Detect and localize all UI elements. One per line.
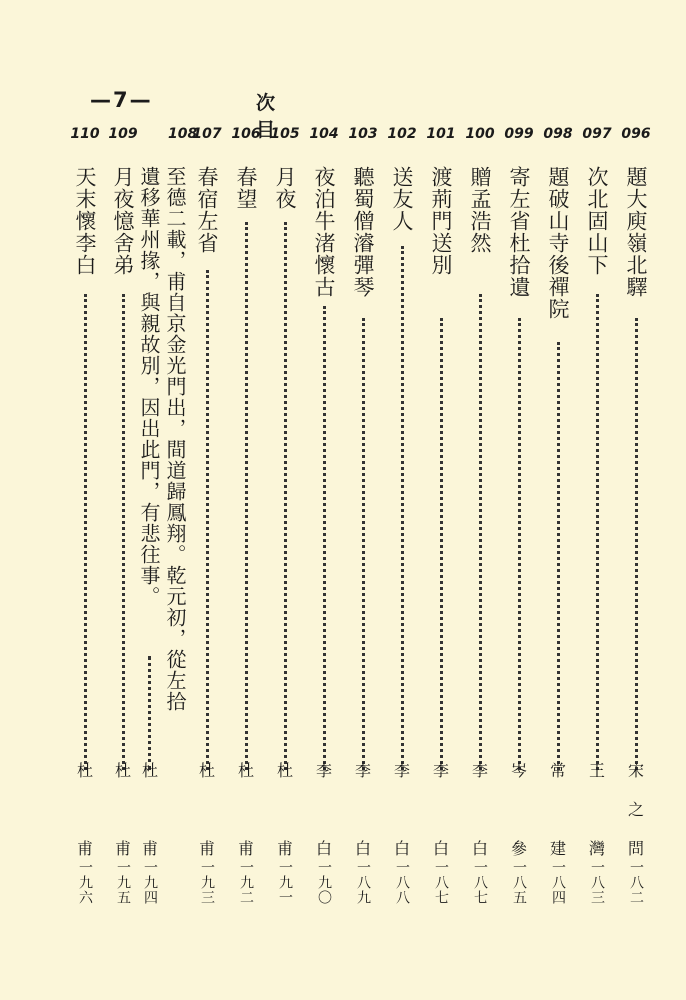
entry-title: 春望 bbox=[234, 166, 258, 210]
author-char: 甫 bbox=[276, 839, 293, 858]
entry-code: 101 bbox=[426, 126, 456, 142]
author-char: 岑 bbox=[510, 761, 527, 780]
entry-title: 寄左省杜拾遺 bbox=[507, 166, 531, 298]
entry-code: 107 bbox=[192, 126, 222, 142]
entry-title: 春宿左省 bbox=[195, 166, 219, 254]
author-char: 宋 bbox=[627, 761, 644, 780]
toc-entry bbox=[422, 0, 460, 1000]
toc-entry bbox=[227, 0, 265, 1000]
entry-code: 104 bbox=[309, 126, 339, 142]
author-char: 李 bbox=[354, 761, 371, 780]
dot-leader bbox=[148, 656, 151, 770]
author-char: 問 bbox=[627, 839, 644, 858]
entry-page: 一八三 bbox=[589, 860, 605, 905]
entry-code: 099 bbox=[504, 126, 534, 142]
section-title: 次 目 bbox=[256, 92, 314, 141]
entry-page: 一八九 bbox=[355, 860, 371, 905]
dot-leader bbox=[518, 318, 521, 770]
entry-author bbox=[271, 762, 299, 858]
entry-page: 一八七 bbox=[433, 860, 449, 905]
entry-author bbox=[232, 762, 260, 858]
entry-code: 098 bbox=[543, 126, 573, 142]
author-char: 白 bbox=[393, 839, 410, 858]
author-char: 參 bbox=[510, 839, 527, 858]
entry-title: 題大庾嶺北驛 bbox=[624, 166, 648, 298]
author-char: 杜 bbox=[276, 761, 293, 780]
entry-title: 聽蜀僧濬彈琴 bbox=[351, 166, 375, 298]
author-char: 杜 bbox=[76, 761, 93, 780]
entry-author bbox=[622, 762, 650, 858]
toc-entry bbox=[266, 0, 304, 1000]
entry-page: 一九四 bbox=[142, 860, 158, 905]
entry-code: 096 bbox=[621, 126, 651, 142]
entry-page: 一九二 bbox=[238, 860, 254, 905]
entry-code: 105 bbox=[270, 126, 300, 142]
toc-entry bbox=[500, 0, 538, 1000]
entry-author bbox=[466, 762, 494, 858]
toc-entry bbox=[461, 0, 499, 1000]
toc-entry bbox=[383, 0, 421, 1000]
entry-author bbox=[349, 762, 377, 858]
entry-title: 題破山寺後禪院 bbox=[546, 166, 570, 320]
author-char: 灣 bbox=[588, 839, 605, 858]
author-char: 建 bbox=[549, 839, 566, 858]
toc-entry bbox=[104, 0, 142, 1000]
dot-leader bbox=[401, 246, 404, 770]
dot-leader bbox=[284, 222, 287, 770]
entry-title: 送友人 bbox=[390, 166, 414, 232]
author-char: 甫 bbox=[198, 839, 215, 858]
toc-entry bbox=[305, 0, 343, 1000]
dot-leader bbox=[596, 294, 599, 770]
entry-page: 一九三 bbox=[199, 860, 215, 905]
entry-author bbox=[71, 762, 99, 858]
entry-author bbox=[427, 762, 455, 858]
toc-entry bbox=[578, 0, 616, 1000]
toc-entry bbox=[539, 0, 577, 1000]
entry-title: 贈孟浩然 bbox=[468, 166, 492, 254]
entry-author bbox=[388, 762, 416, 858]
dot-leader bbox=[635, 318, 638, 770]
entry-author bbox=[544, 762, 572, 858]
author-char: 白 bbox=[432, 839, 449, 858]
entry-code: 103 bbox=[348, 126, 378, 142]
entry-page: 一九〇 bbox=[316, 860, 332, 905]
entry-title: 渡荊門送別 bbox=[429, 166, 453, 276]
entry-page: 一八四 bbox=[550, 860, 566, 905]
author-char: 甫 bbox=[141, 839, 158, 858]
author-char: 李 bbox=[432, 761, 449, 780]
toc-entry bbox=[188, 0, 226, 1000]
author-char: 李 bbox=[315, 761, 332, 780]
entry-page: 一八二 bbox=[628, 860, 644, 905]
entry-author bbox=[505, 762, 533, 858]
toc-entry bbox=[66, 0, 104, 1000]
entry-code: 100 bbox=[465, 126, 495, 142]
entry-title-continuation: 遺移華州掾，與親故別，因出此門，有悲往事。 bbox=[137, 166, 161, 607]
entry-code: 102 bbox=[387, 126, 417, 142]
entry-author bbox=[109, 762, 137, 858]
author-char: 杜 bbox=[198, 761, 215, 780]
entry-author bbox=[310, 762, 338, 858]
author-char: 杜 bbox=[237, 761, 254, 780]
dot-leader bbox=[84, 294, 87, 770]
entry-author bbox=[193, 762, 221, 858]
toc-entry bbox=[344, 0, 382, 1000]
dot-leader bbox=[245, 222, 248, 770]
entry-code: 108 bbox=[168, 126, 198, 142]
entry-title: 次北固山下 bbox=[585, 166, 609, 276]
dot-leader bbox=[557, 342, 560, 770]
author-char: 王 bbox=[588, 761, 605, 780]
author-char: 杜 bbox=[114, 761, 131, 780]
author-char: 杜 bbox=[141, 761, 158, 780]
entry-code: 110 bbox=[70, 126, 100, 142]
page-folio: —7— bbox=[90, 88, 153, 112]
dot-leader bbox=[440, 318, 443, 770]
author-char: 甫 bbox=[76, 839, 93, 858]
author-char: 李 bbox=[393, 761, 410, 780]
entry-page: 一八七 bbox=[472, 860, 488, 905]
author-char: 李 bbox=[471, 761, 488, 780]
dot-leader bbox=[479, 294, 482, 770]
author-char: 白 bbox=[354, 839, 371, 858]
author-char: 之 bbox=[627, 800, 644, 819]
entry-page: 一八八 bbox=[394, 860, 410, 905]
entry-page: 一八五 bbox=[511, 860, 527, 905]
entry-code: 097 bbox=[582, 126, 612, 142]
entry-title: 至德二載，甫自京金光門出，間道歸鳳翔。乾元初，從左拾 bbox=[163, 166, 187, 712]
toc-entry bbox=[617, 0, 655, 1000]
entry-title: 月夜 bbox=[273, 166, 297, 210]
dot-leader bbox=[323, 306, 326, 770]
entry-code: 109 bbox=[108, 126, 138, 142]
author-char: 白 bbox=[471, 839, 488, 858]
dot-leader bbox=[122, 294, 125, 770]
entry-code: 106 bbox=[231, 126, 261, 142]
author-char: 甫 bbox=[114, 839, 131, 858]
entry-page: 一九六 bbox=[77, 860, 93, 905]
author-char: 常 bbox=[549, 761, 566, 780]
author-char: 白 bbox=[315, 839, 332, 858]
entry-page: 一九一 bbox=[277, 860, 293, 905]
dot-leader bbox=[206, 270, 209, 770]
entry-title: 天末懷李白 bbox=[73, 166, 97, 276]
entry-author bbox=[583, 762, 611, 858]
entry-title: 夜泊牛渚懷古 bbox=[312, 166, 336, 298]
dot-leader bbox=[362, 318, 365, 770]
author-char: 甫 bbox=[237, 839, 254, 858]
entry-page: 一九五 bbox=[115, 860, 131, 905]
entry-title: 月夜憶舍弟 bbox=[111, 166, 135, 276]
